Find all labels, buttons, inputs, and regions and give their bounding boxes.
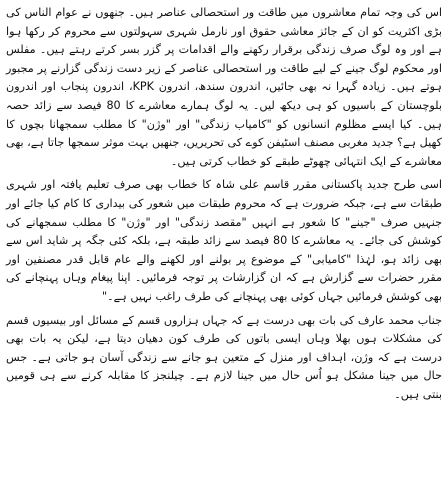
paragraph-3: جناب محمد عارف کی بات بھی درست ہے کہ جہاں ہزاروں قسم کے مسائل اور بیسیوں قسم کی مشکلات ہوں بھلا وہاں ایسی باتوں کی طرف کون دھیان دیتا ہے، لیکن یہ بات بھی درست ہے کہ وژن، اہداف اور منزل کے متعین ہو جانے سے زندگی آسان ہو جاتی ہے۔ جس حال میں جینا مشکل ہو اُس حال میں جینا لازم ہے۔ چیلنجز کا مقابلہ کرنے سے ہی قومیں بنتی ہیں۔: [6, 313, 442, 401]
paragraph-2: اسی طرح جدید پاکستانی مقرر قاسم علی شاہ کا خطاب بھی صرف تعلیم یافتہ اور شہری طبقات سے ہے، جبکہ ضرورت ہے کہ محروم طبقات میں شعور کی بیداری کا کام کیا جائے اور جنہیں صرف "جینے" کا شعور ہے انہیں "مقصد زندگی" اور "وژن" کا مطلب سمجھانے کی کوشش کی جائے۔ یہ معاشرے کا 80 فیصد سے زائد طبقہ ہے، بلکہ کئی جگہ پر شاید اس سے بھی زائد ہو، لہٰذا "کامیابی" کے موضوع پر بولنے اور لکھنے والے عام قابل قدر مصنفین اور مقرر حضرات سے گزارش ہے کہ ان گزارشات پر توجہ فرمائیں۔ اپنا پیغام وہاں پہنچانے کی بھی کوشش فرمائیں جہاں کوئی بھی پہنچانے کی طرف راغب نہیں ہے۔": [6, 178, 442, 303]
paragraph-1: اس کی وجہ تمام معاشروں میں طاقت ور استحصالی عناصر ہیں۔ جنھوں نے عوام الناس کی بڑی اکثریت کو ان کے جائز معاشی حقوق اور نارمل شہری سہولتوں سے محروم کر رکھا ہوا ہے اور وہ لوگ صرف زندگی برقرار رکھنے والے اقدامات پر گزر بسر کرتے رہتے ہیں۔ مفلس اور محکوم لوگ جینے کے لیے طاقت ور استحصالی عناصر کے زیر دست زندگی گزارنے پر مجبور ہوتے ہیں۔ زیادہ گہرا نہ بھی جائیں، اندرون سندھ، اندرون KPK، اندرون پنجاب اور اندرون بلوچستان کے باسیوں کو ہی دیکھ لیں۔ یہ لوگ ہمارے معاشرے کا 80 فیصد سے زائد حصہ ہیں۔ کیا ایسے مظلوم انسانوں کو "کامیاب زندگی" اور "وژن" کا مطلب سمجھانا بچوں کا کھیل ہے؟ جدید مغربی مصنف اسٹیفن کوے کی تحریریں، جنھیں بہت موثر سمجھا جاتا ہے، بھی معاشرے کے ایک انتہائی چھوٹے طبقے کو خطاب کرتی ہیں۔: [6, 6, 442, 168]
